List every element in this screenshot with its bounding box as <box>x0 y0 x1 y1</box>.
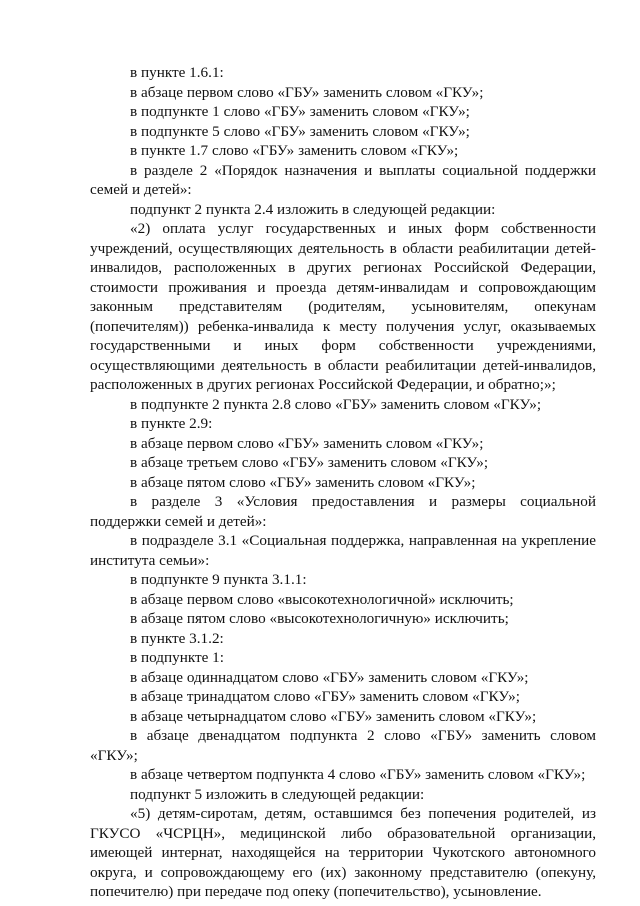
paragraph: в подразделе 3.1 «Социальная поддержка, направленная на укрепление института семьи»: <box>90 532 596 569</box>
paragraph: подпункт 2 пункта 2.4 изложить в следующей редакции: <box>130 200 496 218</box>
paragraph: в пункте 3.1.2: <box>130 629 224 647</box>
paragraph: в абзаце четырнадцатом слово «ГБУ» заменить словом «ГКУ»; <box>130 707 537 725</box>
paragraph: в подпункте 1 слово «ГБУ» заменить словом «ГКУ»; <box>130 103 470 120</box>
paragraph: в подпункте 5 слово «ГБУ» заменить словом «ГКУ»; <box>130 122 470 140</box>
paragraph: в абзаце пятом слово «высокотехнологичную» исключить; <box>130 610 509 627</box>
paragraph: в абзаце двенадцатом подпункта 2 слово «ГБУ» заменить словом «ГКУ»; <box>90 727 596 764</box>
paragraph: в пункте 1.7 слово «ГБУ» заменить словом «ГКУ»; <box>130 142 459 159</box>
paragraph: в абзаце первом слово «ГБУ» заменить словом «ГКУ»; <box>130 83 484 101</box>
paragraph: в подпункте 1: <box>130 649 224 666</box>
paragraph: в абзаце одиннадцатом слово «ГБУ» заменить словом «ГКУ»; <box>130 668 529 686</box>
paragraph: «5) детям-сиротам, детям, оставшимся без попечения родителей, из ГКУСО «ЧСРЦН», медицинской либо образовательной организации, имеющей интернат, находящейся на территории Чукотского автономного округа, и сопровождающему его (их) законному представителю (опекуну, попечителю) при передаче под опеку (попечительство), усыновление. <box>90 805 596 900</box>
paragraph: в абзаце первом слово «высокотехнологичной» исключить; <box>130 590 514 608</box>
paragraph: в подпункте 9 пункта 3.1.1: <box>130 571 307 588</box>
paragraph: подпункт 5 изложить в следующей редакции: <box>130 785 425 803</box>
paragraph: в абзаце тринадцатом слово «ГБУ» заменить словом «ГКУ»; <box>130 688 520 705</box>
paragraph: в абзаце первом слово «ГБУ» заменить словом «ГКУ»; <box>130 434 484 452</box>
paragraph: в разделе 3 «Условия предоставления и размеры социальной поддержки семей и детей»: <box>90 493 596 530</box>
paragraph: в абзаце пятом слово «ГБУ» заменить словом «ГКУ»; <box>130 473 476 491</box>
paragraph: «2) оплата услуг государственных и иных форм собственности учреждений, осуществляющих деятельность в области реабилитации детей-инвалидов, расположенных в других регионах Российской Федерации, стоимости проживания и проезда детям-инвалидам и сопровождающим законным представителям (родителям, усыновителям, опекунам (попечителям)) ребенка-инвалида к месту получения услуг, оказываемых государственными и иных форм собственности учреждениями, осуществляющими деятельность в области реабилитации детей-инвалидов, расположенных в других регионах Российской Федерации, и обратно;»; <box>90 220 596 393</box>
paragraph: в пункте 2.9: <box>130 415 213 432</box>
paragraph: в абзаце четвертом подпункта 4 слово «ГБУ» заменить словом «ГКУ»; <box>130 766 586 783</box>
paragraph: в абзаце третьем слово «ГБУ» заменить словом «ГКУ»; <box>130 454 489 471</box>
paragraph: в пункте 1.6.1: <box>130 64 224 81</box>
paragraph: в разделе 2 «Порядок назначения и выплаты социальной поддержки семей и детей»: <box>90 161 596 198</box>
document-body <box>90 63 596 902</box>
paragraph: в подпункте 2 пункта 2.8 слово «ГБУ» заменить словом «ГКУ»; <box>130 395 542 413</box>
